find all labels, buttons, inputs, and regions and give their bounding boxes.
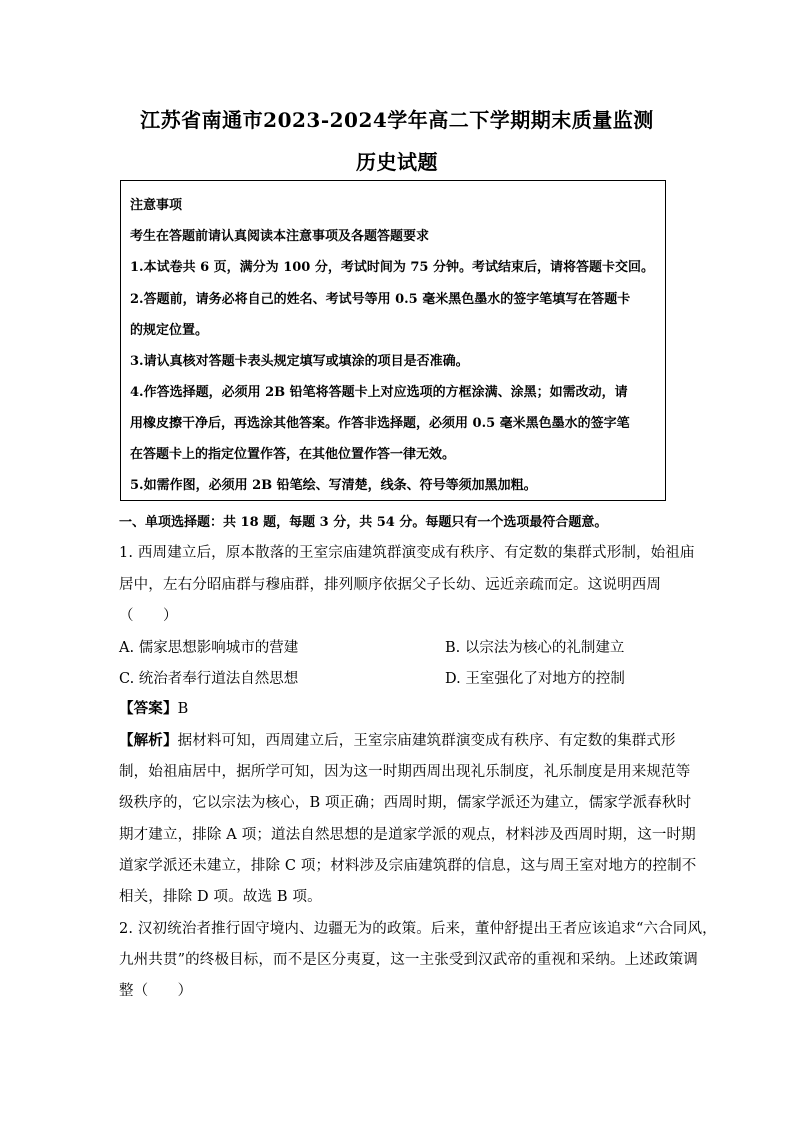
- document-title: 江苏省南通市2023-2024学年高二下学期期末质量监测: [140, 108, 654, 132]
- answer-value: B: [177, 701, 189, 717]
- notice-line: 5.如需作图，必须用 2B 铅笔绘、写清楚，线条、符号等须加黑加粗。: [130, 478, 537, 493]
- notice-line: 4.作答选择题，必须用 2B 铅笔将答题卡上对应选项的方框涂满、涂黑；如需改动，请: [130, 385, 628, 400]
- notice-line: 2.答题前，请务必将自己的姓名、考试号等用 0.5 毫米黑色墨水的签字笔填写在答题卡: [130, 292, 631, 307]
- q1-option-b: B. 以宗法为核心的礼制建立: [445, 640, 625, 656]
- document-subtitle: 历史试题: [356, 150, 438, 174]
- q1-analysis-line: 制，始祖庙居中，据所学可知，因为这一时期西周出现礼乐制度，礼乐制度是用来规范等: [119, 764, 691, 780]
- notice-heading: 注意事项: [130, 198, 183, 213]
- notice-line: 用橡皮擦干净后，再选涂其他答案。作答非选择题，必须用 0.5 毫米黑色墨水的签字笔: [130, 416, 630, 431]
- q1-stem-line: 居中，左右分昭庙群与穆庙群，排列顺序依据父子长幼、远近亲疏而定。这说明西周: [119, 577, 662, 593]
- q1-answer: [119, 697, 188, 718]
- notice-intro: 考生在答题前请认真阅读本注意事项及各题答题要求: [130, 229, 430, 244]
- q1-analysis-line: [119, 729, 676, 750]
- q1-option-a: A. 儒家思想影响城市的营建: [119, 640, 299, 656]
- q1-option-c: C. 统治者奉行道法自然思想: [119, 671, 299, 687]
- q1-stem-line: （ ）: [119, 608, 178, 624]
- analysis-text: 据材料可知，西周建立后，王室宗庙建筑群演变成有秩序、有定数的集群式形: [177, 733, 676, 749]
- notice-line: 的规定位置。: [130, 323, 209, 338]
- notice-line: 3.请认真核对答题卡表头规定填写或填涂的项目是否准确。: [130, 354, 469, 369]
- q2-stem-line: 整（ ）: [119, 983, 193, 999]
- q1-analysis-line: 相关，排除 D 项。故选 B 项。: [119, 889, 322, 905]
- section-heading: 一、单项选择题：共 18 题，每题 3 分，共 54 分。每题只有一个选项最符合题意。: [119, 515, 608, 530]
- q2-stem-line: 九州共贯”的终极目标，而不是区分夷夏，这一主张受到汉武帝的重视和采纳。上述政策调: [119, 952, 698, 968]
- q1-analysis-line: 级秩序的，它以宗法为核心，B 项正确；西周时期，儒家学派还为建立，儒家学派春秋时: [119, 795, 692, 811]
- q1-analysis-line: 道家学派还未建立，排除 C 项；材料涉及宗庙建筑群的信息，这与周王室对地方的控制不: [119, 858, 697, 874]
- q1-stem-line: 1. 西周建立后，原本散落的王室宗庙建筑群演变成有秩序、有定数的集群式形制，始祖庙: [119, 545, 695, 561]
- analysis-label: 【解析】: [119, 732, 178, 749]
- answer-label: 【答案】: [119, 700, 178, 717]
- q2-stem-line: 2. 汉初统治者推行固守境内、边疆无为的政策。后来，董仲舒提出王者应该追求“六合同风，: [119, 921, 717, 937]
- notice-line: 1.本试卷共 6 页，满分为 100 分，考试时间为 75 分钟。考试结束后，请将答题卡交回。: [130, 260, 654, 275]
- notice-line: 在答题卡上的指定位置作答，在其他位置作答一律无效。: [130, 447, 456, 462]
- q1-analysis-line: 期才建立，排除 A 项；道法自然思想的是道家学派的观点，材料涉及西周时期，这一时期: [119, 827, 696, 843]
- notice-box: [120, 180, 666, 501]
- q1-option-d: D. 王室强化了对地方的控制: [445, 671, 625, 687]
